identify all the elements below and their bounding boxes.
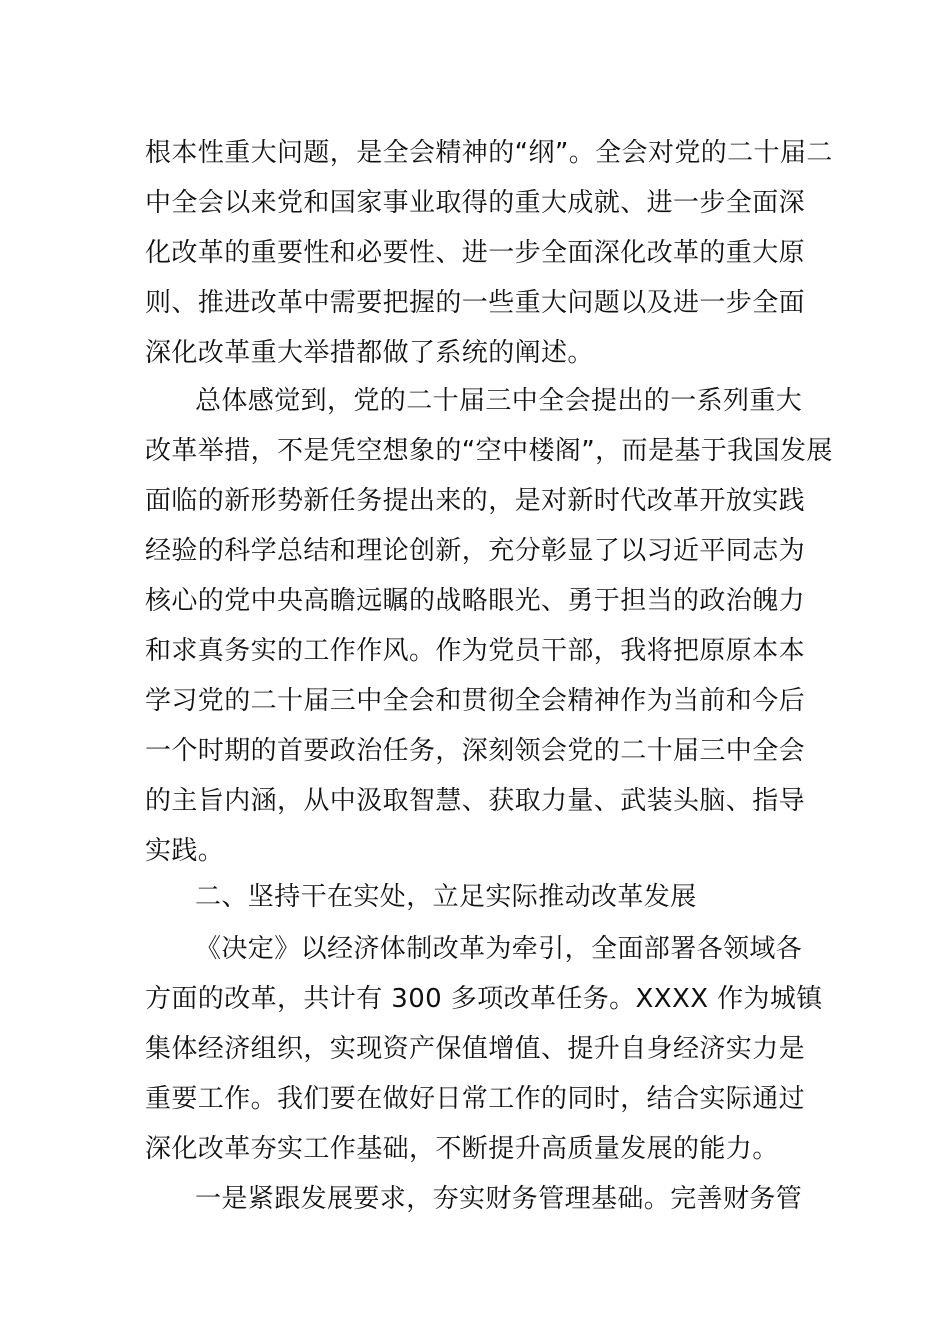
- text-line: 集体经济组织，实现资产保值增值、提升自身经济实力是: [145, 1034, 806, 1064]
- text-line: 实践。: [145, 836, 225, 866]
- text-line: 则、推进改革中需要把握的一些重大问题以及进一步全面: [145, 288, 806, 318]
- text-line: 的主旨内涵，从中汲取智慧、获取力量、武装头脑、指导: [145, 786, 806, 816]
- text-line: 和求真务实的工作作风。作为党员干部，我将把原原本本: [145, 636, 806, 666]
- text-line: 重要工作。我们要在做好日常工作的同时，结合实际通过: [145, 1084, 806, 1114]
- text-line: 面临的新形势新任务提出来的，是对新时代改革开放实践: [145, 486, 806, 516]
- text-line: 改革举措，不是凭空想象的“空中楼阁”，而是基于我国发展: [145, 436, 833, 466]
- text-line: 经验的科学总结和理论创新，充分彰显了以习近平同志为: [145, 536, 806, 566]
- text-line: 化改革的重要性和必要性、进一步全面深化改革的重大原: [145, 238, 806, 268]
- paragraph-start-line: 一是紧跟发展要求，夯实财务管理基础。完善财务管: [195, 1184, 803, 1214]
- text-line: 深化改革夯实工作基础，不断提升高质量发展的能力。: [145, 1134, 779, 1164]
- text-line: 一个时期的首要政治任务，深刻领会党的二十届三中全会: [145, 736, 806, 766]
- paragraph-start-line: 《决定》以经济体制改革为牵引，全面部署各领域各: [195, 934, 803, 964]
- paragraph-start-line: 总体感觉到，党的二十届三中全会提出的一系列重大: [195, 386, 803, 416]
- text-line: 根本性重大问题，是全会精神的“纲”。全会对党的二十届二: [145, 138, 833, 168]
- text-line: 方面的改革，共计有 300 多项改革任务。XXXX 作为城镇: [145, 984, 823, 1014]
- text-line: 中全会以来党和国家事业取得的重大成就、进一步全面深: [145, 188, 806, 218]
- text-line: 核心的党中央高瞻远瞩的战略眼光、勇于担当的政治魄力: [145, 586, 806, 616]
- text-line: 深化改革重大举措都做了系统的阐述。: [145, 338, 594, 368]
- text-line: 学习党的二十届三中全会和贯彻全会精神作为当前和今后: [145, 686, 806, 716]
- section-heading: 二、坚持干在实处，立足实际推动改革发展: [195, 882, 697, 912]
